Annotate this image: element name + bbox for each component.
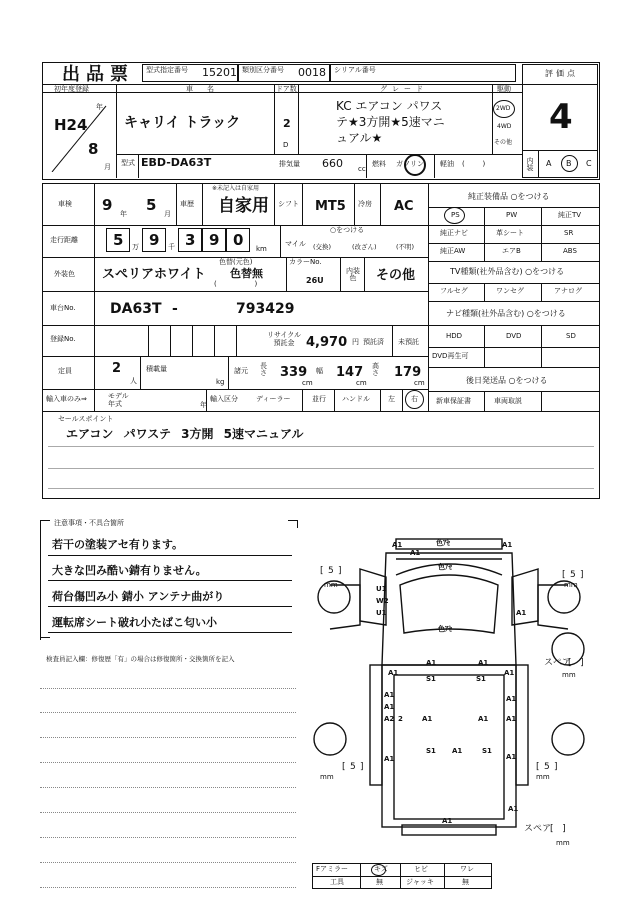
- meter-modified: (改ざん): [352, 243, 377, 251]
- repaint-paren: ( ): [214, 280, 258, 288]
- mark-31: A1: [442, 817, 453, 825]
- year-suffix: 年: [96, 103, 103, 111]
- drive-4wd: 4WD: [497, 123, 512, 130]
- svg-text:]: ]: [554, 762, 558, 772]
- mark-22: A1: [422, 715, 433, 723]
- displacement-label: 排気量: [279, 160, 300, 168]
- svg-text:[ ]: [ ]: [568, 658, 584, 668]
- svg-text:]: ]: [338, 566, 342, 576]
- after-warranty: 新車保証書: [436, 397, 471, 405]
- tv-one: ワンセグ: [496, 287, 524, 295]
- car-diagram: [300, 525, 600, 860]
- capacity-label: 定員: [58, 367, 72, 375]
- equip-airbag: エアB: [502, 247, 521, 255]
- steering-label: ハンドル: [342, 395, 370, 403]
- interior-a: A: [546, 159, 552, 168]
- equipment-title: 純正装備品 ○をつける: [468, 192, 550, 201]
- mark-25: S1: [426, 747, 436, 755]
- mark-8: U1: [376, 609, 387, 617]
- chassis-label: 車台No.: [50, 304, 76, 312]
- fuel-paren: ( ): [462, 160, 486, 168]
- dvd-label: DVD再生可: [432, 352, 469, 360]
- page-title: 出品票: [62, 64, 134, 85]
- mark-3: 色ｱｾ: [436, 539, 450, 547]
- tire-fl-unit: mm: [324, 581, 338, 589]
- note-line-3: 荷台傷凹み小 錆小 アンテナ曲がり: [52, 590, 225, 603]
- chassis-no: 793429: [236, 301, 295, 317]
- car-name-label: 車名: [186, 85, 228, 93]
- inspection-year-unit: 年: [120, 210, 127, 218]
- svg-text:]: ]: [360, 762, 364, 772]
- spare-unit-1: mm: [562, 671, 576, 679]
- drive-2wd-circle: [493, 100, 515, 118]
- load-unit: kg: [216, 378, 225, 386]
- displacement-unit: cc: [358, 165, 366, 173]
- serial-label: シリアル番号: [334, 66, 376, 74]
- mark-13: A1: [478, 659, 489, 667]
- color-value: スペリアホワイト: [102, 267, 206, 282]
- meter-exchange: (交換): [313, 243, 332, 251]
- color-no-value: 26U: [306, 276, 324, 285]
- svg-text:]: ]: [580, 570, 584, 580]
- month-value: 8: [88, 140, 99, 158]
- width-label: 幅: [316, 367, 323, 375]
- mark-20: A2: [384, 715, 395, 723]
- height-value: 179: [394, 365, 422, 380]
- length-label: 長さ: [260, 362, 267, 377]
- inspection-label: 車検: [58, 200, 72, 208]
- model-cert-no: 15201: [202, 66, 237, 79]
- note-line-4: 運転席シート破れ小たばこ匂い小: [52, 616, 217, 629]
- mark-24: A1: [506, 715, 517, 723]
- year-era: H24: [54, 116, 88, 134]
- height-unit: cm: [414, 379, 425, 387]
- capacity-value: 2: [112, 361, 122, 376]
- notes-label: 注意事項・不具合箇所: [54, 519, 124, 527]
- inspection-month: 5: [146, 196, 157, 214]
- footer-kizu: キズ: [374, 865, 388, 873]
- equip-aw: 純正AW: [440, 247, 466, 255]
- recycle-unit: 円: [352, 338, 359, 346]
- footer-tools-value: 無: [376, 878, 383, 886]
- svg-text:[: [: [536, 762, 540, 772]
- recycle-unpaid: 未預託: [398, 338, 419, 346]
- fuel-diesel: 軽油: [440, 160, 454, 168]
- interior-c: C: [586, 159, 592, 168]
- note-line-2: 大きな凹み酷い錆有りません。: [52, 564, 207, 577]
- navi-dvd: DVD: [506, 332, 522, 340]
- grade-line-3: ュアル★: [336, 131, 383, 145]
- color-no-label: カラーNo.: [289, 258, 322, 266]
- steering-right-circle: [405, 390, 424, 409]
- equip-abs: ABS: [563, 247, 577, 255]
- tire-fr-unit: mm: [564, 581, 578, 589]
- drive-label: 駆動: [497, 85, 511, 93]
- score-value: 4: [549, 97, 573, 137]
- mark-7: W2: [376, 597, 389, 605]
- after-title: 後日発送品 ○をつける: [466, 376, 548, 385]
- mark-18: A1: [384, 703, 395, 711]
- footer-jack: ジャッキ: [406, 878, 434, 886]
- tire-rl-unit: mm: [320, 773, 334, 781]
- navi-hdd: HDD: [446, 332, 463, 340]
- meter-label: マイル: [285, 240, 306, 248]
- mark-9: A1: [516, 609, 527, 617]
- mileage-label: 走行距離: [50, 236, 78, 244]
- history-value: 自家用: [218, 196, 269, 216]
- tv-analog: アナログ: [554, 287, 582, 295]
- drive-other: その他: [494, 139, 513, 146]
- regno-label: 登録No.: [50, 335, 76, 343]
- tire-rr-unit: mm: [536, 773, 550, 781]
- repaint-value: 色替無: [230, 267, 263, 280]
- mark-2: A1: [502, 541, 513, 549]
- car-name: キャリイ トラック: [124, 115, 241, 131]
- door-d: D: [283, 141, 289, 149]
- fuel-circle: [404, 154, 426, 176]
- mark-14: A1: [504, 669, 515, 677]
- model-label: 型式: [121, 159, 135, 167]
- dealer: ディーラー: [256, 395, 291, 403]
- footer-ware: ワレ: [460, 865, 474, 873]
- length-value: 339: [280, 365, 308, 380]
- footer-kizu-circle: [371, 864, 386, 876]
- mark-12: A1: [426, 659, 437, 667]
- sales-point-text: エアコン パワステ 3方開 5速マニュアル: [66, 427, 304, 441]
- height-label: 高さ: [372, 362, 379, 377]
- inspection-year: 9: [102, 196, 113, 214]
- mark-17: A1: [384, 691, 395, 699]
- history-note: ※未記入は自家用: [212, 185, 260, 192]
- interior-b-circle: [561, 155, 578, 172]
- grade-label: グレード: [380, 85, 428, 93]
- mark-21: 2: [398, 715, 403, 723]
- mark-30: A1: [508, 805, 519, 813]
- interior-color-value: その他: [376, 268, 416, 283]
- parallel: 並行: [312, 395, 326, 403]
- mark-15: S1: [426, 675, 436, 683]
- chassis-dash: -: [172, 301, 178, 317]
- mark-28: A1: [384, 755, 395, 763]
- category-no: 0018: [298, 66, 326, 79]
- color-label: 外装色: [54, 270, 75, 278]
- after-manual: 車両取説: [494, 397, 522, 405]
- doors-label: ドア数: [276, 85, 297, 93]
- inspector-label: 検査員記入欄：修復歴「有」の場合は修復箇所・交換箇所を記入: [46, 655, 235, 663]
- equip-ps-circle: [444, 207, 465, 224]
- navi-title: ナビ種類(社外品含む) ○をつける: [446, 309, 566, 318]
- width-value: 147: [336, 365, 364, 380]
- footer-mirror: Fアミラー: [316, 865, 349, 873]
- inspection-month-unit: 月: [164, 210, 171, 218]
- svg-text:[ ]: [ ]: [550, 824, 566, 834]
- fuel-gasoline: ガソリン: [396, 160, 424, 168]
- mark-5: 色ｱｾ: [438, 563, 452, 571]
- equip-sr: SR: [564, 229, 574, 237]
- month-suffix: 月: [104, 163, 111, 171]
- recycle-paid: 預託済: [363, 338, 384, 346]
- import-label: 輸入車のみ⇒: [46, 395, 87, 403]
- mark-23: A1: [478, 715, 489, 723]
- ac-value: AC: [394, 199, 414, 214]
- tire-fl: 5: [328, 566, 334, 576]
- interior-label: 内装: [526, 157, 534, 171]
- displacement-value: 660: [322, 157, 343, 170]
- equip-ps: PS: [451, 211, 460, 219]
- mark-26: A1: [452, 747, 463, 755]
- doors-value: 2: [283, 117, 291, 130]
- interior-b: B: [566, 159, 572, 168]
- meter-check: ○をつける: [330, 226, 365, 234]
- tire-fr: 5: [570, 570, 576, 580]
- sales-point-label: セールスポイント: [58, 415, 114, 423]
- steering-left: 左: [388, 395, 395, 403]
- footer-jack-value: 無: [462, 878, 469, 886]
- category-label: 類別区分番号: [242, 66, 284, 74]
- mark-29: A1: [506, 753, 517, 761]
- dims-label: 諸元: [234, 367, 248, 375]
- mark-19: A1: [506, 695, 517, 703]
- steering-right: 右: [411, 395, 418, 403]
- model-cert-label: 型式指定番号: [146, 66, 188, 74]
- interior-color-label: 内装色: [346, 267, 360, 282]
- grade-line-1: KC エアコン パワス: [336, 99, 443, 113]
- mark-6: U1: [376, 585, 387, 593]
- tire-rr: 5: [544, 762, 550, 772]
- chassis-prefix: DA63T: [110, 301, 162, 317]
- width-unit: cm: [356, 379, 367, 387]
- shift-label: シフト: [278, 200, 299, 208]
- length-unit: cm: [302, 379, 313, 387]
- model-year-unit: 年: [200, 401, 207, 409]
- meter-unknown: (不明): [396, 243, 415, 251]
- mark-27: S1: [482, 747, 492, 755]
- spare-label-1: スペア: [544, 658, 572, 668]
- first-reg-label: 初年度登録: [54, 85, 89, 93]
- footer-tools: 工具: [330, 878, 344, 886]
- fuel-label: 燃料: [372, 160, 386, 168]
- footer-hibi: ヒビ: [414, 865, 428, 873]
- grade-line-2: テ★3方開★5速マニ: [336, 115, 445, 129]
- mark-16: S1: [476, 675, 486, 683]
- repaint-label: 色替(元色): [219, 258, 253, 266]
- recycle-label: リサイクル預託金: [266, 331, 302, 347]
- equip-pw: PW: [506, 211, 518, 219]
- import-type-label: 輸入区分: [210, 395, 238, 403]
- navi-sd: SD: [566, 332, 576, 340]
- shift-value: MT5: [315, 199, 346, 214]
- mark-11: A1: [388, 669, 399, 677]
- spare-unit-2: mm: [556, 839, 570, 847]
- equip-navi: 純正ナビ: [440, 229, 468, 237]
- drive-2wd: 2WD: [496, 105, 511, 112]
- tv-title: TV種類(社外品含む) ○をつける: [450, 267, 565, 276]
- load-label: 積載量: [146, 365, 167, 373]
- ac-label: 冷房: [358, 200, 372, 208]
- history-label: 車歴: [180, 200, 194, 208]
- spare-label-2: スペア: [524, 824, 552, 834]
- svg-text:[: [: [562, 570, 566, 580]
- mark-4: A1: [410, 549, 421, 557]
- tire-rl: 5: [350, 762, 356, 772]
- svg-text:[: [: [342, 762, 346, 772]
- mark-1: A1: [392, 541, 403, 549]
- svg-text:[: [: [320, 566, 324, 576]
- note-line-1: 若干の塗装アセ有ります。: [52, 538, 184, 551]
- capacity-unit: 人: [130, 377, 137, 385]
- mileage-digits: 5 万 9 千 3 9 0 km: [102, 228, 276, 254]
- tv-full: フルセグ: [440, 287, 468, 295]
- model-value: EBD-DA63T: [141, 156, 212, 169]
- mark-10: 色ｱｾ: [438, 625, 452, 633]
- model-year-label: モデル年式: [108, 392, 129, 408]
- score-label: 評価点: [545, 69, 578, 78]
- equip-leather: 革シート: [496, 229, 524, 237]
- recycle-amount: 4,970: [306, 335, 348, 350]
- equip-tv: 純正TV: [558, 211, 582, 219]
